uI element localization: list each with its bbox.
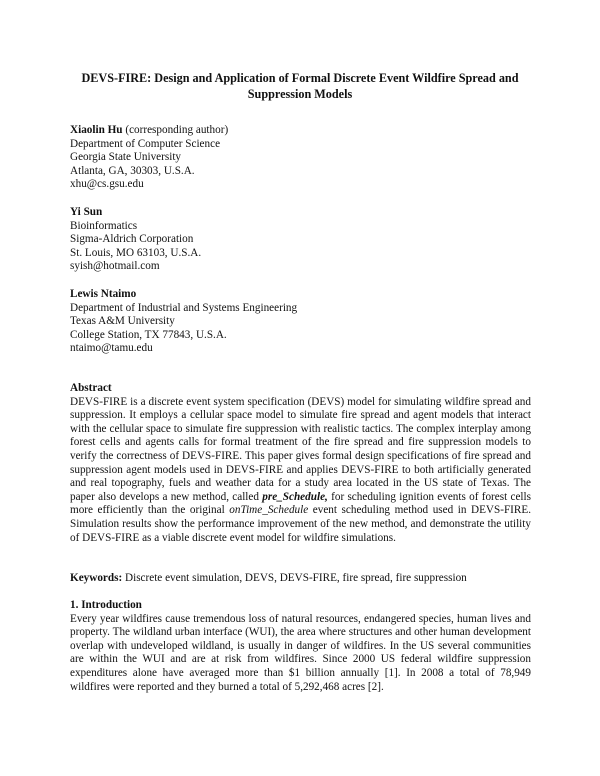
abstract-heading: Abstract: [70, 382, 112, 394]
author-email: ntaimo@tamu.edu: [70, 342, 153, 355]
author-block-1: [70, 124, 540, 192]
author-affiliation-line: Atlanta, GA, 30303, U.S.A.: [70, 164, 195, 177]
author-affiliation-line: Department of Industrial and Systems Engineering: [70, 301, 298, 314]
author-affiliation-line: St. Louis, MO 63103, U.S.A.: [70, 246, 202, 259]
introduction-body: Every year wildfires cause tremendous loss of natural resources, endangered species, human lives and property. The wildland urban interface (WUI), the area where structures and other human development overlap with undeveloped wildland, is usually in danger of wildfires. In the US several communities are within the WUI and are at risk from wildfires. Since 2000 US federal wildfire suppression expenditures alone have averaged more than $1 billion annually [1]. In 2008 a total of 78,949 wildfires were reported and they burned a total of 5,292,468 acres [2].: [70, 612, 531, 693]
keywords-line: [70, 572, 540, 586]
paper-title: DEVS-FIRE: Design and Application of Formal Discrete Event Wildfire Spread and Suppression Models: [81, 71, 519, 101]
introduction-heading: 1. Introduction: [70, 599, 142, 611]
author-affiliation-line: Bioinformatics: [70, 219, 138, 232]
author-affiliation-line: Sigma-Aldrich Corporation: [70, 233, 194, 246]
introduction-section: [70, 599, 531, 694]
abstract-term: onTime_Schedule: [229, 504, 309, 517]
abstract-term: pre_Schedule,: [262, 490, 328, 503]
author-affiliation-line: Georgia State University: [70, 151, 182, 164]
author-name: Xiaolin Hu: [70, 124, 123, 136]
author-block-2: [70, 206, 540, 274]
keywords-text: Discrete event simulation, DEVS, DEVS-FIRE, fire spread, fire suppression: [122, 572, 467, 584]
author-affiliation-line: Department of Computer Science: [70, 137, 221, 150]
abstract-section: [70, 382, 531, 545]
author-email: xhu@cs.gsu.edu: [70, 178, 144, 191]
author-affiliation-line: College Station, TX 77843, U.S.A.: [70, 328, 227, 341]
abstract-text-part: for scheduling ignition events of forest cells more efficiently than the original: [70, 490, 531, 517]
author-name: Lewis Ntaimo: [70, 288, 137, 300]
abstract-text-part: DEVS-FIRE is a discrete event system specification (DEVS) model for simulating wildfire spread and suppression. It employs a cellular space model to simulate fire spread and agent models that interact with the cellular space to simulate fire suppression with realistic tactics. The complex interplay among forest cells and agents calls for formal treatment of the fire spread and fire suppression models to verify the correctness of DEVS-FIRE. This paper gives formal design specifications of fire spread and suppression agent models used in DEVS-FIRE and applies DEVS-FIRE to both artificially generated and real topography, fuels and weather data for a study area located in the US state of Texas. The paper also develops a new method, called: [70, 395, 531, 503]
author-affiliation-line: Texas A&M University: [70, 315, 175, 328]
author-email: syish@hotmail.com: [70, 260, 160, 273]
author-name: Yi Sun: [70, 206, 103, 218]
author-note: (corresponding author): [122, 124, 229, 136]
abstract-text-part: event scheduling method used in DEVS-FIRE. Simulation results show the performance improvement of the new method, and demonstrate the utility of DEVS-FIRE as a viable discrete event model for wildfire simulations.: [70, 504, 531, 544]
author-block-3: [70, 288, 540, 356]
keywords-label: Keywords:: [70, 572, 123, 584]
abstract-body: [70, 396, 531, 546]
